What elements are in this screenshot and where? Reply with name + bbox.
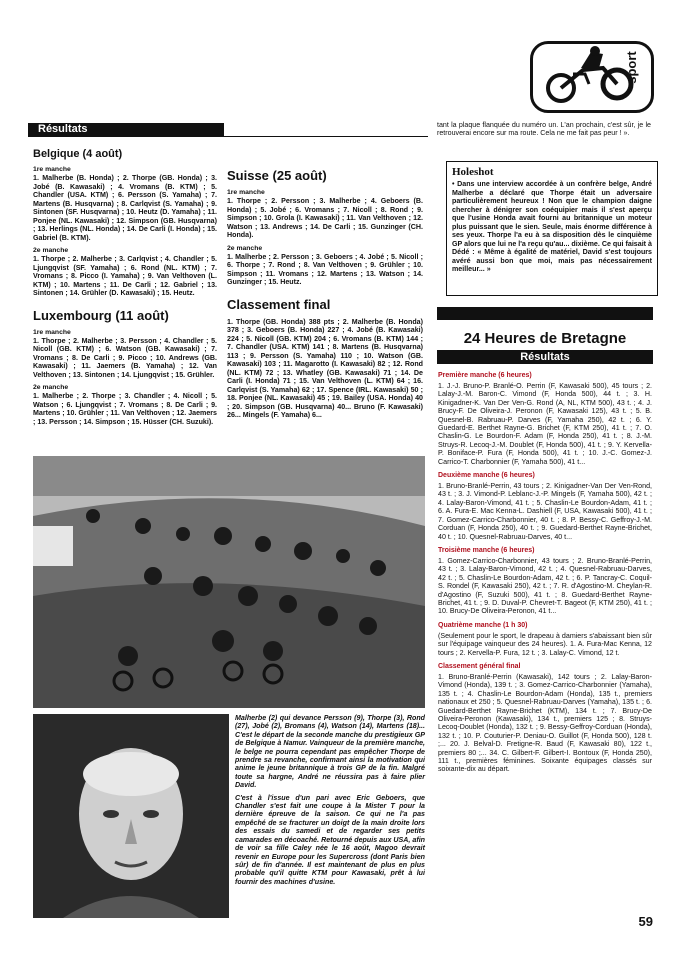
bretagne-section-2-text: 1. Bruno-Branlé-Perrin, 43 tours ; 2. Kinigadner-Van Der Ven-Rond, 43 t. ; 3. J. Vimond-P. Leblanc-J.-P. Mingels (F, Yamaha 500), 42 t. ; 4. Lalay-Baron-Vimond, 41 t. ; 5. Chaslin-Le Bourdon-Adam, 41 t. ; 6. A. Fura-E. Mac Kenna-L. Dashiell (F, USA, Kawasaki 500), 41 t. ; 7. Gomez-Carrico-Charbonnier, 40 t. ; 8. P. Bessy-C. Geffroy-J.-M. Corduan (F, Honda 250), 40 t. ; 9. Guedard-Berthet Rayne-Brichet, 40 t. ; 10. Quesnel-Rabruau-Darves, 40 t... bbox=[438, 482, 652, 541]
photo-caption bbox=[235, 714, 425, 890]
belgique-m1-head: 1re manche bbox=[33, 166, 71, 173]
bretagne-title: 24 Heures de Bretagne bbox=[463, 330, 627, 347]
suisse-m2-text: 1. Malherbe ; 2. Persson ; 3. Geboers ; 4. Jobé ; 5. Nicoll ; 6. Thorpe ; 7. Rond ; 8. Van Velthoven ; 9. Grühler ; 10. Simpson ; 11. Vromans ; 12. Martens ; 13. Watson ; 14. Gunzinger ; 15. Heutz. bbox=[227, 252, 423, 286]
suisse-title: Suisse (25 août) bbox=[227, 168, 327, 183]
suisse-m1-text: 1. Thorpe ; 2. Persson ; 3. Malherbe ; 4. Geboers (B. Honda) ; 5. Jobé ; 6. Vromans ; 7. Nicoll ; 8. Rond ; 9. Simpson ; 10. Grola (I. Kawasaki) ; 11. Van Velthoven ; 12. Watson ; 13. Andrews ; 14. De Carli ; 15. Gunzinger (CH. Honda). bbox=[227, 197, 423, 239]
holeshot-text: • Dans une interview accordée à un confrère belge, André Malherbe a déclaré que Thorpe était un adversaire particulièrement heureux ! Non que le champion daigne chercher à dénigrer son coéquipier mais il s'est aperçu que l'usine Honda avait fourni au britannique un moteur plus puissant que le sien. Seule, mais énorme différence à ses yeux. Thorpe l'a eu à sa disposition dès le cinquième GP alors que lui ne l'a reçu qu'au... dixième. Ce qui faisait à Dédé : « Même à égalité de matériel, David s'est toujours avéré aussi bon que moi, mais pas nécessairement meilleur... » bbox=[452, 180, 652, 273]
bretagne-section-4-head: Quatrième manche (1 h 30) bbox=[438, 621, 528, 629]
classement-text: 1. Thorpe (GB. Honda) 388 pts ; 2. Malherbe (B. Honda) 378 ; 3. Geboers (B. Honda) 227 ; 4. Jobé (B. Kawasaki) 224 ; 5. Nicoll (GB. KTM) 204 ; 6. Vromans (B. KTM) 144 ; 7. Chandler (USA. KTM) 141 ; 8. Martens (B. Husqvarna) 113 ; 9. Persson (S. Yamaha) 110 ; 10. Watson (GB. Kawasaki) 103 ; 11. Magarotto (I. Kawasaki) 82 ; 12. Rond (NL. KTM) 72 ; 13. Whatley (GB. Kawasaki) 71 ; 14. De Carli (I. Honda) 71 ; 15. Van Velthoven (L. KTM) 64 ; 16. Carlqvist (S. Yamaha) 62 ; 17. Spence (IRL. Kawasaki) 50 ; 18. Ponjee (NL. Kawasaki) 45 ; 19. Bailey (USA. Honda) 40 ; 20. Simpson (GB. Husqvarna) 40... Bruno (F. Kawasaki) 26... Mingels (F. Yamaha) 6... bbox=[227, 317, 423, 419]
bretagne-section-3-head: Troisième manche (6 heures) bbox=[438, 546, 535, 554]
bretagne-section-5-text: 1. Bruno-Branlé-Perrin (Kawasaki), 142 tours ; 2. Lalay-Baron-Vimond (Honda), 139 t. ; 3. Gomez-Carrico-Charbonnier (Yamaha), 135 t. ; 4. Chaslin-Le Bourdon-Adam (Honda), 135 t., premiers nationaux et 250 ; 5. Quesnel-Rabruau-Darves (Yamaha), 135 t. ; 6. Guedard-Berthet Rayne-Brichet (KTM), 134 t. ; 7. Brucy-De Oliveira-Peronon (Kawasaki), 134 t., premiers 125 ; 8. Struys-Lecoq-Doublet (Honda), 132 t. ; 9. Bessy-Geffroy-Corduan (Honda), 132 t. ; 10. P. Couturier-P. Deniau-O. Guillot (F, Honda 500), 128 t. ;... 20. J. Belval-D. Fretigne-R. Baud (F, Kawasaki 80), 122 t., premiers 80 ;... 34. C. Gilbert-F. Gilbert-I. Bontoux (F, Honda 250), 111 t., premières féminines. Soixante équipages classés sur soixante-dix au départ. bbox=[438, 672, 652, 774]
bretagne-results-label: Résultats bbox=[520, 351, 570, 363]
results-header-label: Résultats bbox=[38, 123, 88, 135]
page-number: 59 bbox=[638, 914, 653, 929]
bretagne-top-bar bbox=[437, 307, 653, 320]
holeshot-box bbox=[446, 161, 658, 296]
results-header bbox=[28, 123, 224, 136]
suisse-m1-head: 1re manche bbox=[227, 189, 265, 196]
bretagne-section-1-text: 1. J.-J. Bruno-P. Branlé-O. Perrin (F, Kawasaki 500), 45 tours ; 2. Lalay-J.-M. Baron-C. Vimond (F, Honda 500), 44 t. ; 3. H. Kinigadner-K. Van Der Ven-G. Rond (A, NL, KTM 500), 43 t. ; 4. J. Brucy-F. De Oliveira-J. Peronon (F, Kawasaki 125), 43 t. ; 5. B. Quesnel-B. Rabruau-P. Darves (F, Yamaha 250), 42 t. ; 6. Y. Guedard-E. Berthet Rayne-G. Brichet (F, KTM 250), 41 t. ; 7. O. Chaslin-G. Le Bourdon-F. Adam (F, Honda 250), 41 t. ; 8. J.-M. Struys-R. Lecoq-J.-M. Doublet (F, Honda 500), 41 t. ; 9. Y. Kervella-P. Boniface-P. Fura (F, Honda 500), 41 t. ; 10. J.-C. Gomez-J. Carrico-T. Charbonnier (F, Yamaha 500), 41 t... bbox=[438, 382, 652, 466]
chandler-portrait-photo bbox=[33, 714, 229, 918]
belgique-title: Belgique (4 août) bbox=[33, 148, 123, 160]
bretagne-results-column bbox=[438, 366, 652, 774]
suisse-m2-head: 2e manche bbox=[227, 244, 263, 252]
bretagne-section-2-head: Deuxième manche (6 heures) bbox=[438, 472, 535, 480]
sport-logo-text: sport bbox=[623, 51, 639, 84]
belgique-m2-text: 1. Thorpe ; 2. Malherbe ; 3. Carlqvist ; 4. Chandler ; 5. Ljungqvist (SF. Yamaha) ; 6. Rond (NL. KTM) ; 7. Vromans ; 8. Picco (I. Yamaha) ; 9. Van Velthoven (L. KTM) ; 10. Martens ; 11. De Carli ; 12. Gabriel ; 13. Sintonen ; 14. Grühler (D. Kawasaki) ; 15. Heutz. bbox=[33, 255, 217, 297]
luxembourg-m2-head: 2e manche bbox=[33, 384, 69, 391]
sport-logo bbox=[530, 41, 654, 113]
classement-title: Classement final bbox=[227, 296, 331, 312]
belgique-m2-head: 2e manche bbox=[33, 247, 69, 254]
results-middle-column bbox=[227, 148, 423, 425]
luxembourg-m1-head: 1re manche bbox=[33, 328, 71, 336]
caption-paragraph-1: Malherbe (2) qui devance Persson (9), Thorpe (3), Rond (27), Jobé (2), Bromans (4), Watson (14), Martens (18)... C'est le départ de la seconde manche du prestigieux GP de Belgique à Namur. Vainqueur de la première manche, le belge ne pourra cependant pas empêcher Thorpe de prendre sa revanche, confirmant ainsi la motivation qui anime le jeune britannique à trois GP de la fin. Malgré toute sa hargne, André ne réussira pas à faire plier David. bbox=[235, 714, 425, 790]
motocross-start-photo bbox=[33, 456, 425, 708]
bretagne-section-1-head: Première manche (6 heures) bbox=[438, 372, 532, 379]
bretagne-section-5-head: Classement général final bbox=[438, 662, 521, 670]
holeshot-title: Holeshot bbox=[452, 166, 494, 178]
luxembourg-title: Luxembourg (11 août) bbox=[33, 307, 169, 323]
luxembourg-m1-text: 1. Thorpe ; 2. Malherbe ; 3. Persson ; 4. Chandler ; 5. Nicoll (GB. KTM) ; 6. Watson (GB. Kawasaki) ; 7. Vromans ; 8. De Carli ; 9. Picco ; 10. Andrews (GB. Kawasaki) ; 11. Jaemers (B. Yamaha) ; 12. Van Velthoven ; 13. Sintonen ; 14. Ljungqvist ; 15. Grühler. bbox=[33, 336, 217, 379]
results-rule bbox=[28, 136, 428, 137]
luxembourg-m2-text: 1. Malherbe ; 2. Thorpe ; 3. Chandler ; 4. Nicoll ; 5. Watson ; 6. Ljungqvist ; 7. Vromans ; 8. De Carli ; 9. Martens ; 10. Grühler ; 11. Van Velthoven ; 12. Jaemers ; 13. Persson ; 14. Simpson ; 15. Hüsser (CH. Suzuki). bbox=[33, 392, 217, 426]
intro-text: tant la plaque flanquée du numéro un. L'an prochain, c'est sûr, je le retrouverai encore sur ma route. Cela ne me fait pas peur ! ». bbox=[437, 121, 651, 138]
bretagne-section-4-text: (Seulement pour le sport, le drapeau à damiers s'abaissant bien sûr sur l'équipage vainqueur des 24 heures). 1. A. Fura-Mac Kenna, 12 tours ; 2. Kervella-P. Fura, 12 t. ; 3. Lalay-C. Vimond, 12 t. bbox=[438, 631, 652, 657]
caption-paragraph-2: C'est à l'issue d'un pari avec Eric Geboers, que Chandler s'est fait une coupe à la Mister T pour la dernière épreuve de la saison. Ce qui ne l'a pas empêché de se fracturer un doigt de la main droite lors des essais du samedi et de regarder ses petits camarades en décoaché. Retourné depuis aux USA, afin de voir sa fille Caley née le 16 août, Magoo devrait revenir en Europe pour les Supercross (dont Paris bien sûr) de fin d'année. Il est maintenant de plus en plus probable qu'il quitte KTM pour Kawasaki, prêt à lui fournir des machines d'usine. bbox=[235, 793, 425, 886]
bretagne-results-header bbox=[437, 350, 653, 364]
belgique-m1-text: 1. Malherbe (B. Honda) ; 2. Thorpe (GB. Honda) ; 3. Jobé (B. Kawasaki) ; 4. Vromans (B. KTM) ; 5. Chandler (USA. KTM) ; 6. Persson (S. Yamaha) ; 7. Martens (B. Husqvarna) ; 8. Carlqvist (S. Yamaha) ; 9. Sintonen (SF. Husqvarna) ; 10. Heutz (D. Yamaha) ; 11. Ponjee (NL. Kawasaki) ; 12. Simpson (GB. Husqvarna) ; 13. Herlings (NL. Honda) ; 14. De Carli (I. Honda) ; 15. Gabriel (B. KTM). bbox=[33, 174, 217, 242]
results-left-column bbox=[33, 148, 217, 426]
bretagne-section-3-text: 1. Gomez-Carrico-Charbonnier, 43 tours ; 2. Bruno-Branlé-Perrin, 43 t. ; 3. Lalay-Baron-Vimond, 42 t. ; 4. Quesnel-Rabruau-Darves, 42 t. ; 5. Chaslin-Le Bourdon-Adam, 42 t. ; 6. P. Tancray-C. Coquil-S. Rondel (F, Kawasaki 250), 42 t. ; 7. R. d'Agostino-M. Cheylan-R. d'Agostino (F, Suzuki 500), 41 t. ; 8. Guedard-Berthet Rayne-Brichet, 41 t. ; 9. D. Duval-P. Chevret-T. Bageot (F, KTM 250), 41 t. ; 10. Brucy-De Oliveira-Peronon, 41 t... bbox=[438, 556, 652, 616]
